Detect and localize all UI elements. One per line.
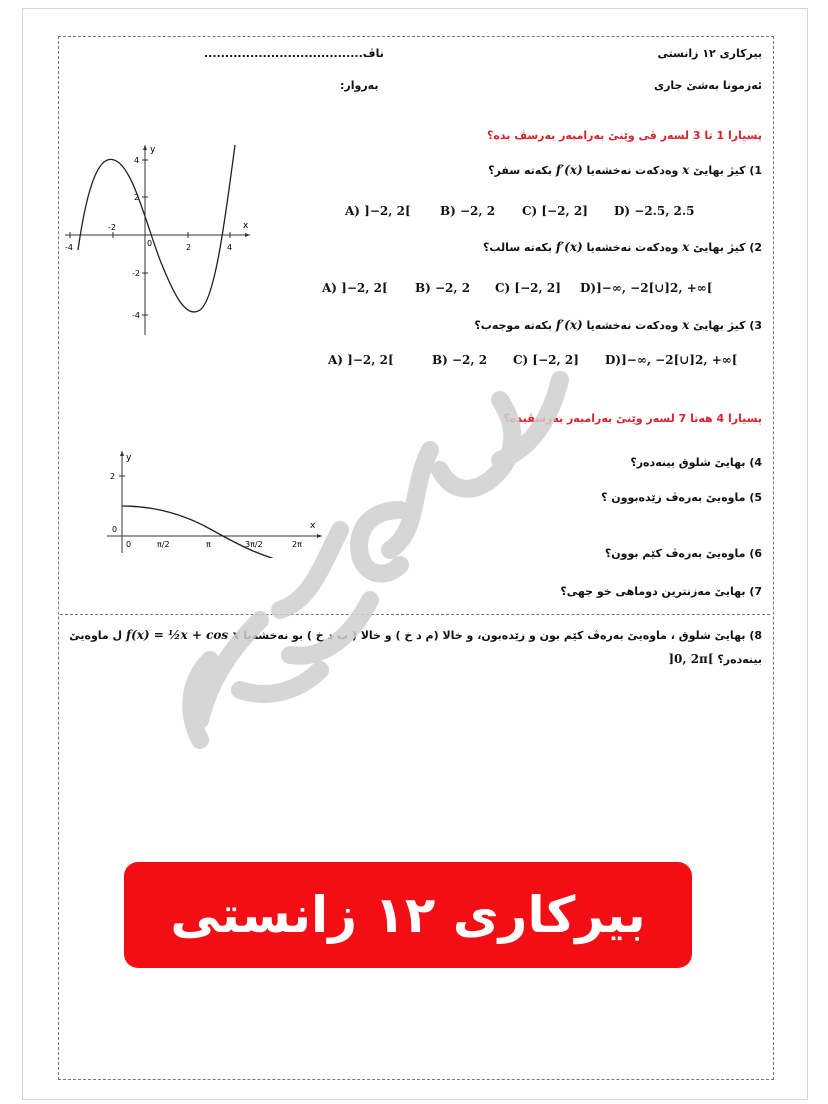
x-axis-arrow (317, 534, 322, 538)
question-8-cont (668, 652, 762, 666)
x-tick-label: 0 (126, 540, 132, 549)
question-3 (474, 318, 762, 332)
question-text: بکەتە سفر؟ (488, 164, 552, 177)
title-banner (124, 862, 692, 968)
question-text: کیژ بهایێ (693, 241, 746, 254)
y-axis-label: y (126, 453, 132, 463)
question-5 (601, 491, 762, 504)
x-axis-label: x (243, 221, 249, 231)
x-tick-label: 4 (227, 243, 233, 252)
x-tick-label: 2 (186, 243, 192, 252)
y-tick-label: 2 (134, 193, 140, 202)
x-tick-label: -2 (108, 223, 116, 232)
cubic-graph (60, 140, 270, 340)
name-field-label: ناڤ...................................... (204, 47, 384, 60)
question-text: ل ماوەیێ (69, 629, 123, 642)
question-text: وەدکەت نەخشەیا (586, 241, 679, 254)
question-number: 2) (749, 241, 762, 254)
question-number: 1) (749, 164, 762, 177)
question-text: بکەتە سالب؟ (483, 241, 552, 254)
x-tick-label: 2π (292, 540, 302, 549)
question-2 (483, 240, 762, 254)
math-expression: f′(x) (555, 163, 583, 177)
q2-option-b: B) −2, 2 (415, 281, 471, 295)
q3-option-c: C) [−2, 2] (513, 353, 579, 367)
q3-option-d: D)]−∞, −2[∪]2, +∞[ (605, 353, 738, 367)
math-expression: f′(x) (555, 318, 583, 332)
q1-option-d: D) −2.5, 2.5 (614, 204, 695, 218)
question-number: 8) (749, 629, 762, 642)
q2-option-c: C) [−2, 2] (495, 281, 561, 295)
q1-option-b: B) −2, 2 (440, 204, 496, 218)
q3-option-b: B) −2, 2 (432, 353, 488, 367)
y-tick-label: 4 (134, 156, 140, 165)
y-axis-label: y (150, 145, 156, 155)
question-text: وەدکەت نەخشەیا (586, 319, 679, 332)
section2-heading: پسیارا 4 هەتا 7 لسەر وێنێ بەرامبەر بەرسڤبدە؟ (503, 412, 762, 425)
q1-option-c: C) [−2, 2] (522, 204, 588, 218)
question-7 (560, 585, 762, 598)
date-field-label: بەروار: (340, 79, 379, 92)
x-tick-label: -4 (65, 243, 73, 252)
question-6 (605, 547, 762, 560)
question-text: وەدکەت نەخشەیا (586, 164, 679, 177)
y-axis-arrow (120, 451, 124, 456)
math-var: x (682, 240, 690, 254)
y-axis-arrow (143, 145, 147, 150)
math-var: x (682, 163, 690, 177)
question-number: 4) (749, 456, 762, 469)
q1-option-a: A) ]−2, 2[ (345, 204, 411, 218)
question-text: بینەدەر؟ (717, 653, 762, 666)
exam-title: ئەزمونا بەشێ جاری (654, 79, 762, 92)
question-text: کیژ بهایێ (693, 319, 746, 332)
q3-option-a: A) ]−2, 2[ (328, 353, 394, 367)
banner-text: بیرکاری ١٢ زانستی (170, 886, 646, 944)
section1-heading: پسیارا 1 تا 3 لسەر ڤی وێنێ بەرامبەر بەرسڤ بدە؟ (487, 129, 762, 142)
question-text: کیژ بهایێ (693, 164, 746, 177)
question-number: 6) (749, 547, 762, 560)
question-text: ماوەیێ بەرەڤ کێم بوون؟ (604, 547, 746, 560)
q2-option-d: D)]−∞, −2[∪]2, +∞[ (580, 281, 713, 295)
y-tick-label: -2 (132, 269, 140, 278)
question-text: بهایێ شلوق ، ماوەیێ بەرەڤ کێم بون و زێدەبون، و خالا (م د خ ) و خالا ( ب د خ ) بو نەخشەیا (243, 629, 746, 642)
cosine-graph (102, 448, 327, 558)
question-1 (488, 163, 762, 177)
cubic-curve (78, 145, 235, 312)
math-interval: ]0, 2π[ (668, 652, 714, 666)
section-divider (60, 614, 770, 615)
x-tick-label: π/2 (157, 540, 170, 549)
x-axis-label: x (310, 521, 316, 531)
x-tick-label: π (206, 540, 211, 549)
question-number: 7) (749, 585, 762, 598)
question-number: 5) (749, 491, 762, 504)
x-tick-label: 0 (147, 239, 153, 248)
cosine-curve (122, 506, 302, 558)
y-tick-label: 2 (110, 472, 116, 481)
question-4 (630, 456, 762, 469)
question-text: ماوەیێ بەرەڤ زێدەبوون ؟ (601, 491, 746, 504)
question-text: بهایێ مەزنترین دوماهی خو جهی؟ (560, 585, 746, 598)
y-tick-label: -4 (132, 311, 140, 320)
q2-option-a: A) ]−2, 2[ (322, 281, 388, 295)
question-number: 3) (749, 319, 762, 332)
subject-title: بیرکاری ١٢ زانستی (657, 47, 762, 60)
x-tick-label: 3π/2 (245, 540, 263, 549)
math-var: x (682, 318, 690, 332)
x-axis-arrow (245, 233, 250, 237)
y-tick-label: 0 (112, 525, 118, 534)
math-expression: f′(x) (555, 240, 583, 254)
question-text: بهایێ شلوق بینەدەر؟ (630, 456, 746, 469)
question-8 (69, 628, 762, 642)
question-text: بکەتە موجەب؟ (474, 319, 552, 332)
math-formula: f(x) = ½x + cos x (125, 628, 240, 642)
